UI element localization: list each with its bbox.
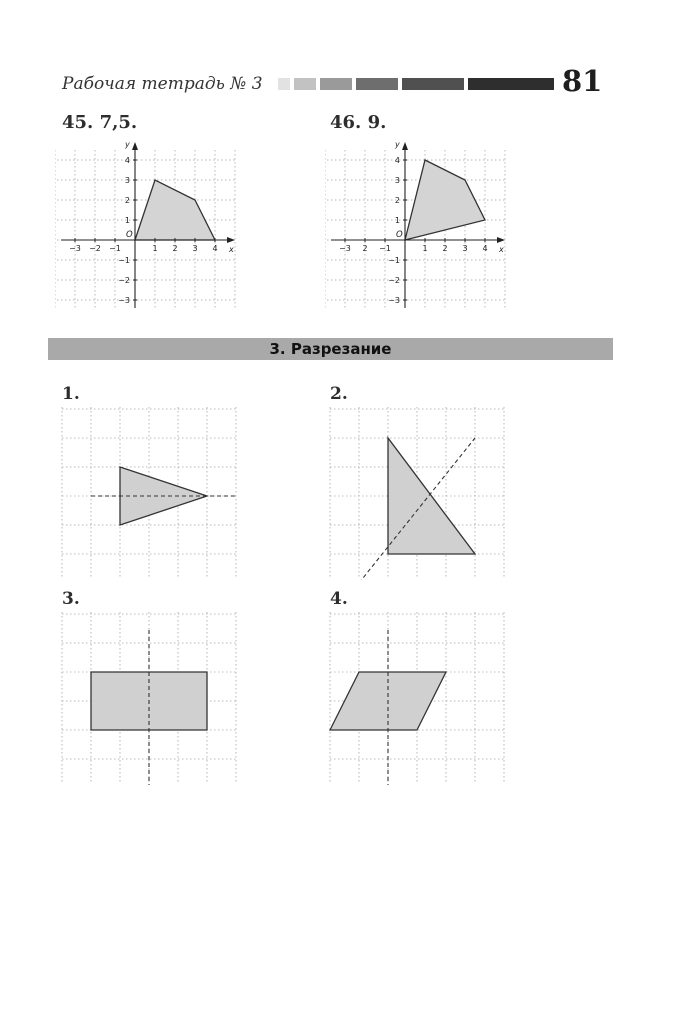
- y-tick-label: 4: [124, 156, 130, 165]
- y-tick-label: 3: [394, 176, 400, 185]
- x-axis-label: x: [229, 245, 234, 254]
- y-tick-label: 1: [394, 216, 400, 225]
- x-tick-label: −3: [69, 244, 81, 253]
- origin-label: O: [126, 230, 133, 240]
- problem-45-coordinate-plot: [55, 136, 245, 311]
- section-title: 3. Разрезание: [269, 340, 392, 358]
- origin-label: O: [396, 230, 403, 240]
- y-tick-label: 2: [394, 196, 400, 205]
- header-bar-1: [278, 78, 290, 90]
- header-decor-bars: [278, 76, 554, 92]
- y-tick-label: −1: [118, 256, 130, 265]
- right-triangle-shape: [388, 438, 475, 554]
- problem-46-coordinate-plot: [325, 136, 515, 311]
- y-tick-label: 3: [124, 176, 130, 185]
- book-title: Рабочая тетрадь № 3: [62, 74, 263, 94]
- shaded-polygon: [135, 180, 215, 240]
- x-tick-label: 3: [462, 244, 468, 253]
- x-tick-label: 1: [152, 244, 158, 253]
- problem-46-label: 46. 9.: [330, 112, 387, 133]
- cut-1-label: 1.: [62, 384, 80, 404]
- y-tick-label: −2: [388, 276, 400, 285]
- x-tick-label: 1: [422, 244, 428, 253]
- page-number: 81: [562, 64, 603, 98]
- x-tick-label: 2: [172, 244, 178, 253]
- cut-2-figure: [328, 405, 508, 580]
- problem-45-label: 45. 7,5.: [62, 112, 138, 133]
- x-tick-label: 4: [212, 244, 218, 253]
- header-bar-3: [320, 78, 352, 90]
- x-tick-label: −2: [89, 244, 101, 253]
- x-tick-label: −1: [379, 244, 391, 253]
- y-axis-arrow-icon: [402, 142, 408, 150]
- header-bar-6: [468, 78, 554, 90]
- header-bar-4: [356, 78, 398, 90]
- cut-3-label: 3.: [62, 589, 80, 609]
- cut-4-figure: [328, 610, 508, 785]
- y-tick-label: −3: [388, 296, 400, 305]
- x-axis-arrow-icon: [227, 237, 235, 243]
- shaded-polygon: [405, 160, 485, 240]
- cut-2-label: 2.: [330, 384, 348, 404]
- cut-4-label: 4.: [330, 589, 348, 609]
- cut-3-figure: [60, 610, 240, 785]
- x-tick-label: −1: [109, 244, 121, 253]
- header-bar-2: [294, 78, 316, 90]
- y-tick-label: −2: [118, 276, 130, 285]
- y-axis-arrow-icon: [132, 142, 138, 150]
- y-tick-label: 2: [124, 196, 130, 205]
- y-tick-label: −3: [118, 296, 130, 305]
- x-tick-label: −3: [339, 244, 351, 253]
- section-header: [48, 338, 613, 360]
- x-tick-label: 2: [442, 244, 448, 253]
- x-tick-label: 3: [192, 244, 198, 253]
- y-tick-label: 4: [394, 156, 400, 165]
- x-tick-label: 2: [362, 244, 368, 253]
- y-axis-label: y: [125, 140, 130, 149]
- header-bar-5: [402, 78, 464, 90]
- x-axis-label: x: [499, 245, 504, 254]
- y-tick-label: −1: [388, 256, 400, 265]
- x-tick-label: 4: [482, 244, 488, 253]
- x-axis-arrow-icon: [497, 237, 505, 243]
- y-axis-label: y: [395, 140, 400, 149]
- y-tick-label: 1: [124, 216, 130, 225]
- cut-1-figure: [60, 405, 240, 580]
